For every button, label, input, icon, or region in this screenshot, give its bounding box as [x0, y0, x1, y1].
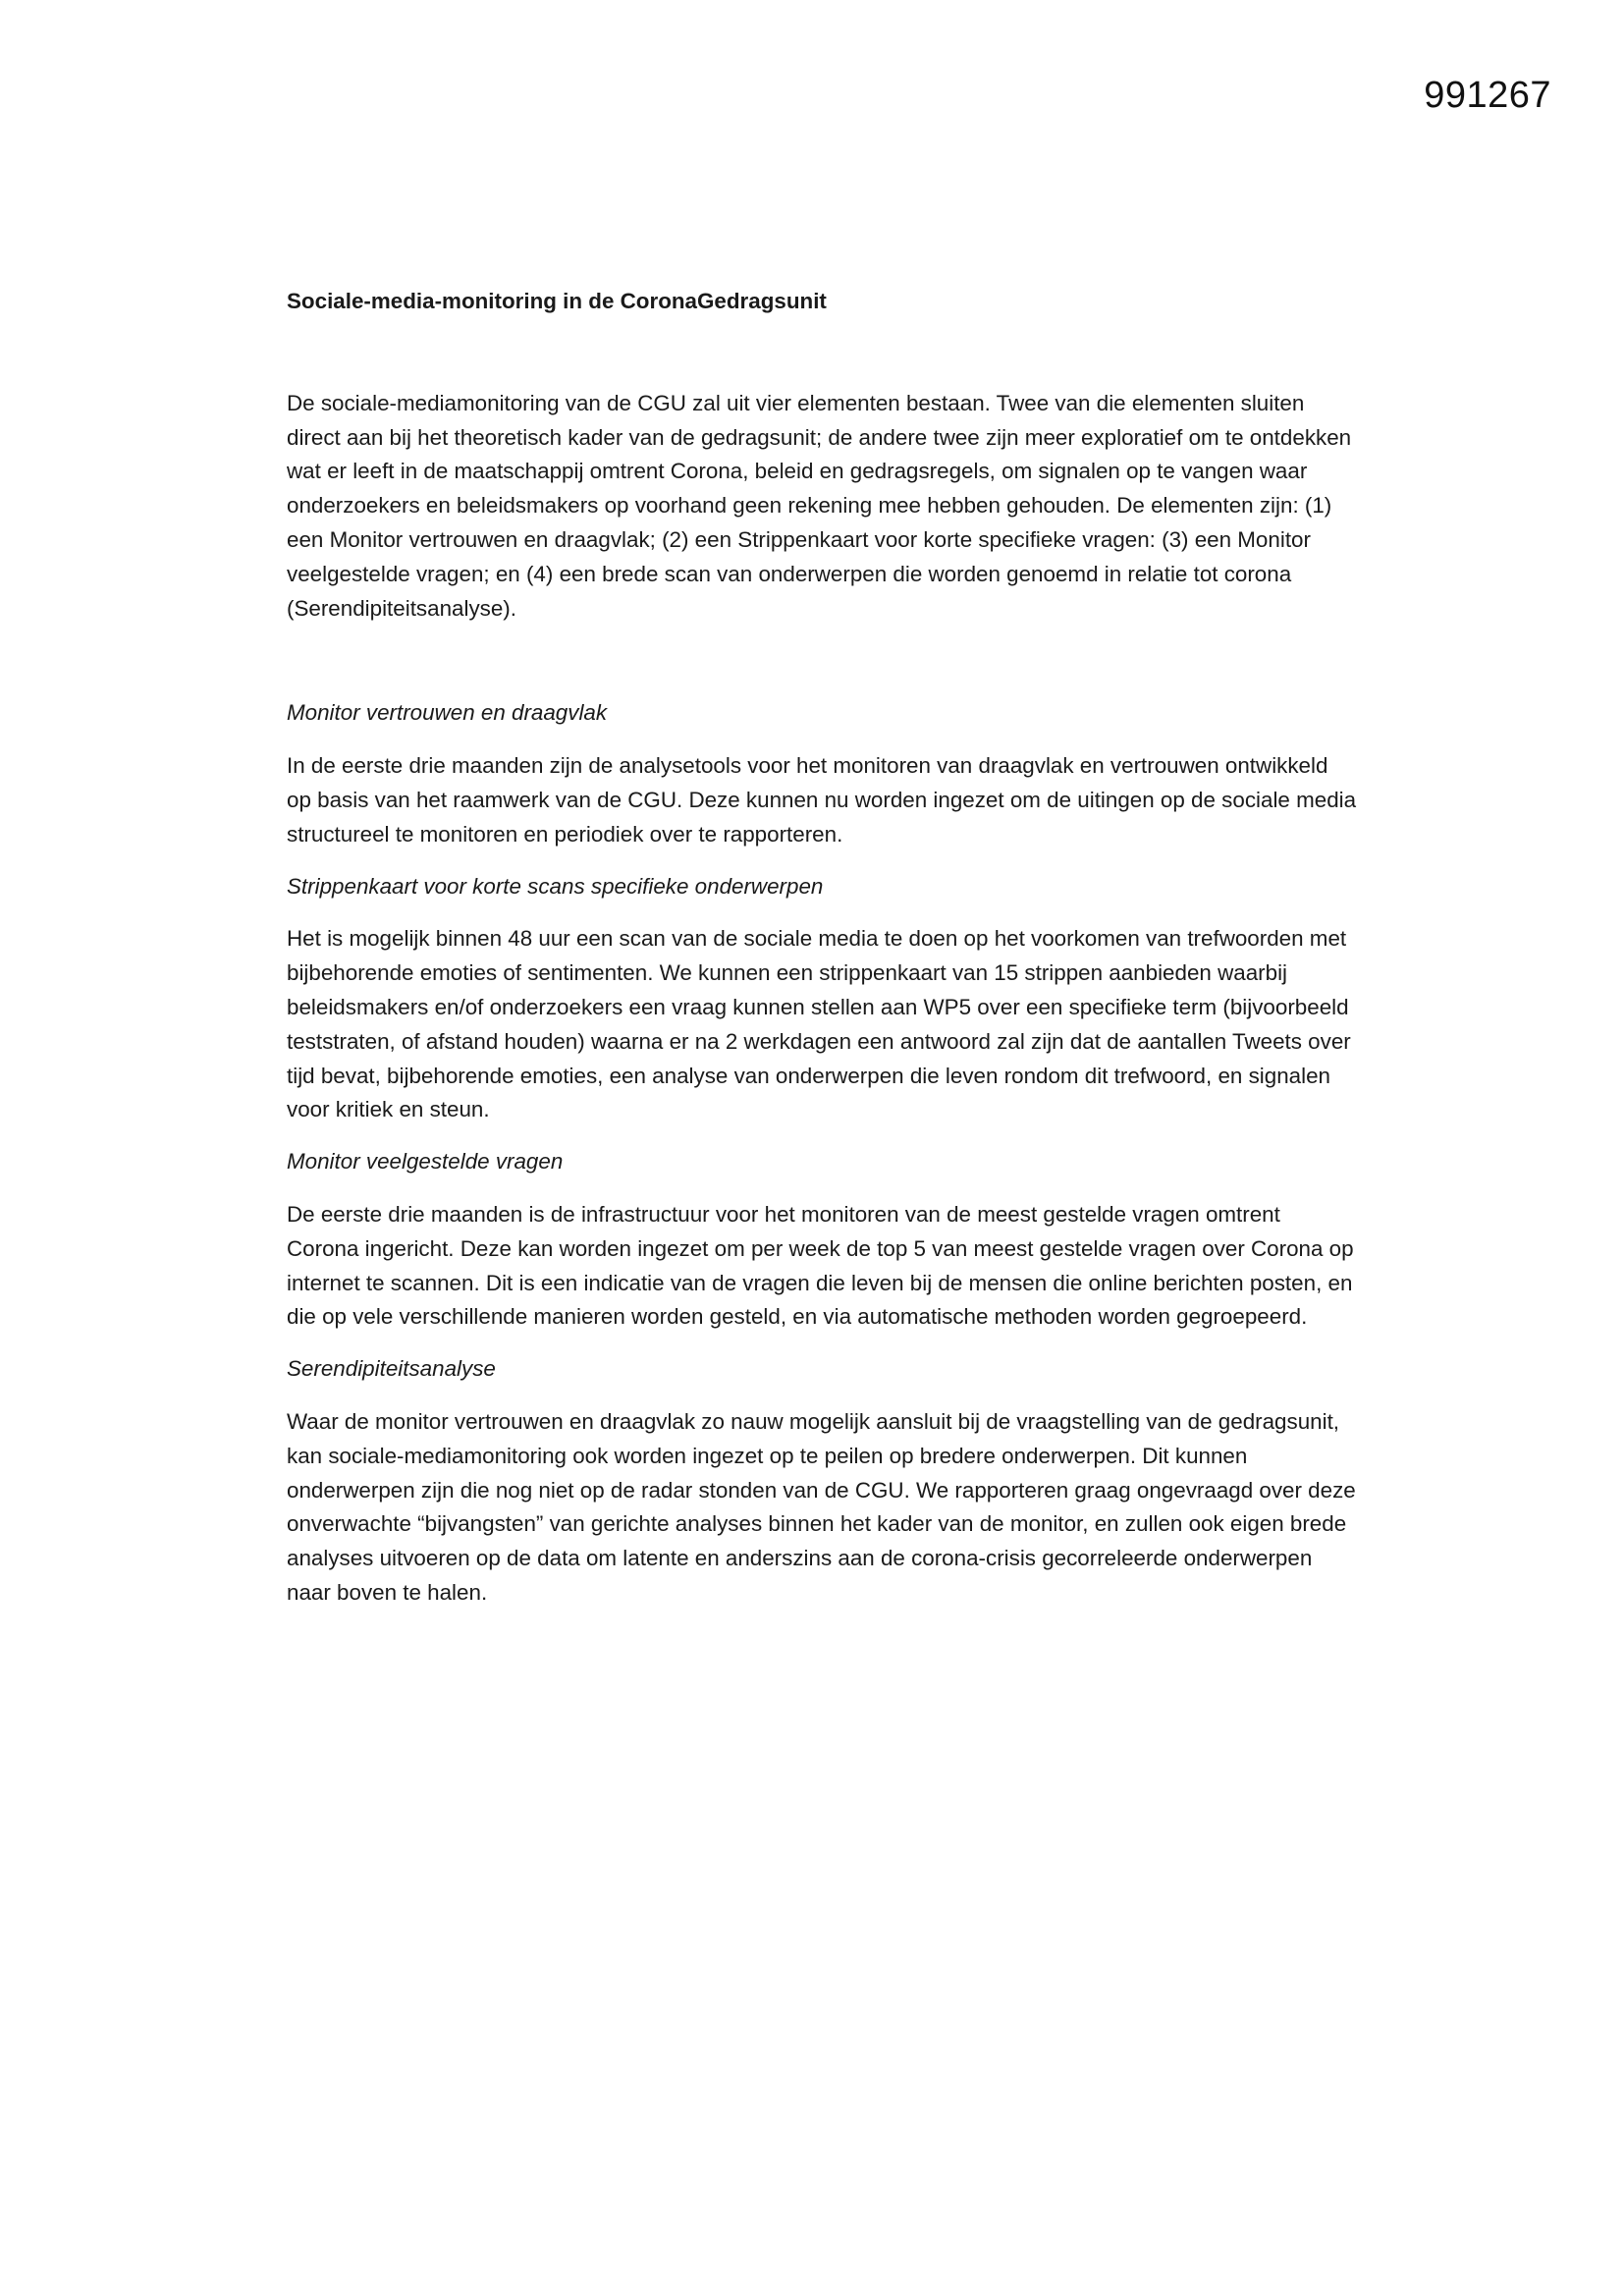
document-body — [287, 285, 1357, 1611]
intro-paragraph: De sociale-mediamonitoring van de CGU zal uit vier elementen bestaan. Twee van die elementen sluiten direct aan bij het theoretisch kader van de gedragsunit; de andere twee zijn meer exploratief om te ontdekken wat er leeft in de maatschappij omtrent Corona, beleid en gedragsregels, om signalen op te vangen waar onderzoekers en beleidsmakers op voorhand geen rekening mee hebben gehouden. De elementen zijn: (1) een Monitor vertrouwen en draagvlak; (2) een Strippenkaart voor korte specifieke vragen: (3) een Monitor veelgestelde vragen; en (4) een brede scan van onderwerpen die worden genoemd in relatie tot corona (Serendipiteitsanalyse). — [287, 390, 1352, 621]
section-body-serendipiteit: Waar de monitor vertrouwen en draagvlak zo nauw mogelijk aansluit bij de vraagstelling van de gedragsunit, kan sociale-mediamonitoring ook worden ingezet op te peilen op bredere onderwerpen. Dit kunnen onderwerpen zijn die nog niet op de radar stonden van de CGU. We rapporteren graag ongevraagd over deze onverwachte “bijvangsten” van gerichte analyses binnen het kader van de monitor, en zullen ook eigen brede analyses uitvoeren op de data om latente en anderszins aan de corona-crisis gecorreleerde onderwerpen naar boven te halen. — [287, 1408, 1356, 1605]
section-heading-strippenkaart: Strippenkaart voor korte scans specifieke onderwerpen — [287, 873, 824, 899]
section-body-veelgestelde-vragen: De eerste drie maanden is de infrastructuur voor het monitoren van de meest gestelde vragen omtrent Corona ingericht. Deze kan worden ingezet om per week de top 5 van meest gestelde vragen over Corona op internet te scannen. Dit is een indicatie van de vragen die leven bij de mensen die online berichten posten, en die op vele verschillende manieren worden gesteld, en via automatische methoden worden gegroepeerd. — [287, 1201, 1354, 1330]
section-heading-serendipiteit: Serendipiteitsanalyse — [287, 1356, 496, 1382]
section-body-monitor-vertrouwen: In de eerste drie maanden zijn de analysetools voor het monitoren van draagvlak en vertrouwen ontwikkeld op basis van het raamwerk van de CGU. Deze kunnen nu worden ingezet om de uitingen op de sociale media structureel te monitoren en periodiek over te rapporteren. — [287, 753, 1357, 847]
document-title: Sociale-media-monitoring in de CoronaGedragsunit — [287, 289, 827, 313]
section-body-strippenkaart: Het is mogelijk binnen 48 uur een scan van de sociale media te doen op het voorkomen van trefwoorden met bijbehorende emoties of sentimenten. We kunnen een strippenkaart van 15 strippen aanbieden waarbij beleidsmakers en/of onderzoekers een vraag kunnen stellen aan WP5 over een specifieke term (bijvoorbeeld teststraten, of afstand houden) waarna er na 2 werkdagen een antwoord zal zijn dat de aantallen Tweets over tijd bevat, bijbehorende emoties, een analyse van onderwerpen die leven rondom dit trefwoord, en signalen voor kritiek en steun. — [287, 926, 1351, 1122]
document-number: 991267 — [1424, 75, 1551, 116]
section-heading-veelgestelde-vragen: Monitor veelgestelde vragen — [287, 1149, 564, 1175]
section-heading-monitor-vertrouwen: Monitor vertrouwen en draagvlak — [287, 700, 608, 726]
